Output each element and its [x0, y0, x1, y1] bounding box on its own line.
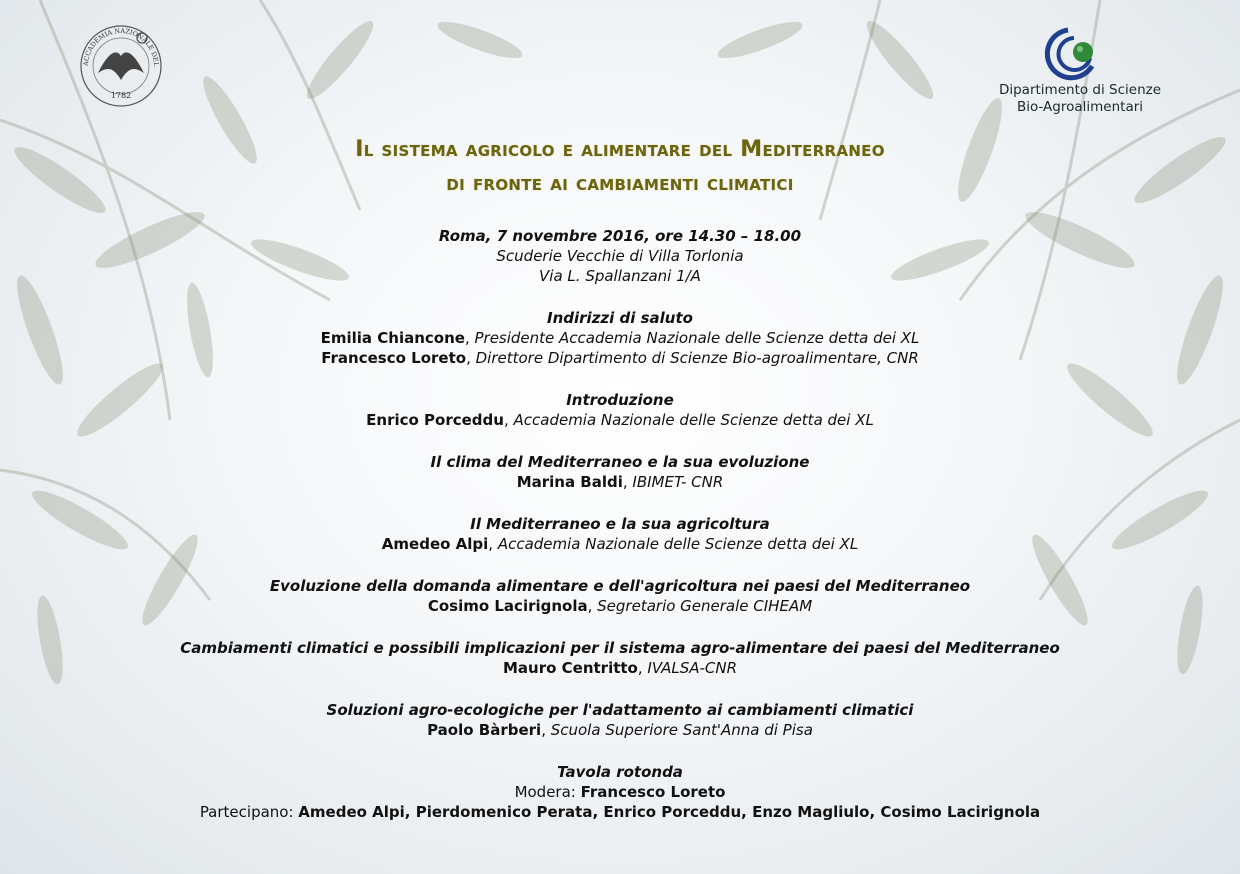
speaker-name: Francesco Loreto — [321, 349, 467, 367]
speaker-line: Amedeo Alpi, Accademia Nazionale delle Scienze detta dei XL — [381, 535, 859, 553]
speaker-name: Marina Baldi — [516, 473, 623, 491]
session-heading: Introduzione — [566, 391, 674, 409]
speaker-role: Segretario Generale CIHEAM — [597, 597, 813, 615]
cnr-icon — [990, 26, 1170, 82]
speaker-role: IVALSA-CNR — [647, 659, 738, 677]
session-heading: Evoluzione della domanda alimentare e dell'agricoltura nei paesi del Mediterraneo — [269, 577, 971, 595]
speaker-role: Presidente Accademia Nazionale delle Scienze detta dei XL — [474, 329, 920, 347]
session-heading: Soluzioni agro-ecologiche per l'adattamento ai cambiamenti climatici — [326, 701, 914, 719]
session-heading: Indirizzi di saluto — [547, 309, 693, 327]
speaker-name: Paolo Bàrberi — [427, 721, 542, 739]
speaker-role: Accademia Nazionale delle Scienze detta dei XL — [497, 535, 859, 553]
speaker-role: Scuola Superiore Sant'Anna di Pisa — [550, 721, 813, 739]
session-heading: Il Mediterraneo e la sua agricoltura — [470, 515, 770, 533]
event-title-line2: di fronte ai cambiamenti climatici — [446, 171, 794, 196]
session-heading: Il clima del Mediterraneo e la sua evoluzione — [430, 453, 810, 471]
accademia-xl-logo — [78, 18, 164, 118]
event-date: Roma, 7 novembre 2016, ore 14.30 – 18.00 — [438, 227, 802, 245]
speaker-role: IBIMET- CNR — [632, 473, 724, 491]
department-line2: Bio-Agroalimentari — [1016, 99, 1144, 115]
session-heading: Cambiamenti climatici e possibili implicazioni per il sistema agro-alimentare dei paesi del Mediterraneo — [180, 639, 1060, 657]
speaker-name: Amedeo Alpi — [381, 535, 489, 553]
accademia-seal-icon — [78, 18, 164, 118]
event-title-line1: Il sistema agricolo e alimentare del Mediterraneo — [355, 137, 885, 162]
event-address: Via L. Spallanzani 1/A — [539, 267, 701, 285]
program-content — [0, 226, 1240, 822]
speaker-line: Paolo Bàrberi, Scuola Superiore Sant'Anna di Pisa — [427, 721, 813, 739]
event-venue: Scuderie Vecchie di Villa Torlonia — [496, 247, 744, 265]
cnr-dipartimento-logo — [990, 26, 1170, 126]
moderator-label: Modera: — [514, 783, 581, 801]
participants-line — [0, 802, 1240, 822]
speaker-name: Emilia Chiancone — [320, 329, 465, 347]
accademia-year: 1782 — [110, 91, 132, 100]
speaker-line: Francesco Loreto, Direttore Dipartimento di Scienze Bio-agroalimentare, CNR — [321, 349, 919, 367]
participants-label: Partecipano: — [199, 803, 299, 821]
moderator-name: Francesco Loreto — [580, 783, 726, 801]
participants-names: Amedeo Alpi, Pierdomenico Perata, Enrico Porceddu, Enzo Magliulo, Cosimo Lacirignola — [298, 803, 1041, 821]
speaker-line: Marina Baldi, IBIMET- CNR — [516, 473, 724, 491]
speaker-line: Cosimo Lacirignola, Segretario Generale CIHEAM — [427, 597, 813, 615]
speaker-name: Enrico Porceddu — [366, 411, 504, 429]
speaker-line: Mauro Centritto, IVALSA-CNR — [502, 659, 738, 677]
moderator-line — [0, 782, 1240, 802]
speaker-role: Direttore Dipartimento di Scienze Bio-agroalimentare, CNR — [475, 349, 919, 367]
speaker-role: Accademia Nazionale delle Scienze detta dei XL — [513, 411, 874, 429]
accademia-name: ACCADEMIA NAZIONALE DEL — [81, 26, 161, 67]
round-table-heading: Tavola rotonda — [557, 763, 683, 781]
speaker-name: Mauro Centritto — [502, 659, 638, 677]
speaker-name: Cosimo Lacirignola — [427, 597, 588, 615]
department-line1: Dipartimento di Scienze — [998, 82, 1162, 98]
speaker-line: Emilia Chiancone, Presidente Accademia Nazionale delle Scienze detta dei XL — [320, 329, 920, 347]
speaker-line: Enrico Porceddu, Accademia Nazionale delle Scienze detta dei XL — [366, 411, 874, 429]
